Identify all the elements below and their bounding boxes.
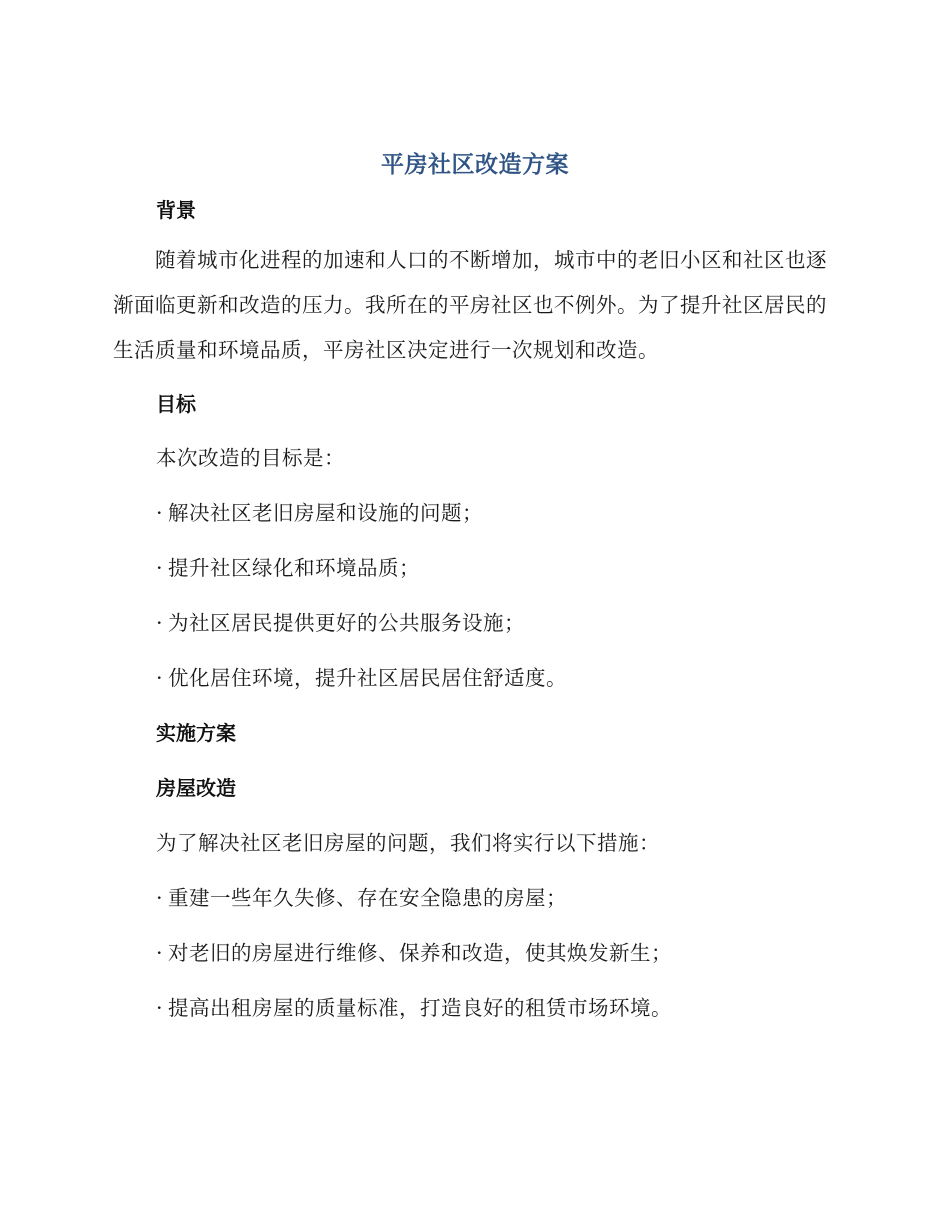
list-item [156, 661, 567, 691]
section-heading-plan: 实施方案 [156, 721, 236, 745]
bullet-marker: · [156, 501, 164, 525]
bullet-marker: · [156, 611, 164, 635]
list-item-text: 提高出租房屋的质量标准，打造良好的租赁市场环境。 [168, 996, 672, 1020]
list-item [156, 551, 420, 581]
list-item [156, 936, 672, 966]
goals-intro: 本次改造的目标是： [156, 446, 345, 470]
bullet-marker: · [156, 886, 164, 910]
list-item-text: 解决社区老旧房屋和设施的问题； [168, 501, 483, 525]
bullet-marker: · [156, 996, 164, 1020]
list-item [156, 496, 483, 526]
section-heading-goals: 目标 [156, 392, 196, 416]
list-item-text: 重建一些年久失修、存在安全隐患的房屋； [168, 886, 567, 910]
section-heading-background: 背景 [156, 198, 196, 222]
bullet-marker: · [156, 556, 164, 580]
bullet-marker: · [156, 941, 164, 965]
housing-intro: 为了解决社区老旧房屋的问题，我们将实行以下措施： [156, 831, 660, 855]
document-title: 平房社区改造方案 [381, 152, 569, 178]
bullet-marker: · [156, 666, 164, 690]
list-item-text: 优化居住环境，提升社区居民居住舒适度。 [168, 666, 567, 690]
list-item-text: 提升社区绿化和环境品质； [168, 556, 420, 580]
list-item [156, 991, 672, 1021]
list-item-text: 为社区居民提供更好的公共服务设施； [168, 611, 525, 635]
list-item [156, 606, 525, 636]
background-paragraph: 随着城市化进程的加速和人口的不断增加，城市中的老旧小区和社区也逐渐面临更新和改造的压力。我所在的平房社区也不例外。为了提升社区居民的生活质量和环境品质，平房社区决定进行一次规划和改造。 [113, 248, 827, 362]
list-item [156, 881, 567, 911]
list-item-text: 对老旧的房屋进行维修、保养和改造，使其焕发新生； [168, 941, 672, 965]
section-heading-housing: 房屋改造 [156, 776, 236, 800]
